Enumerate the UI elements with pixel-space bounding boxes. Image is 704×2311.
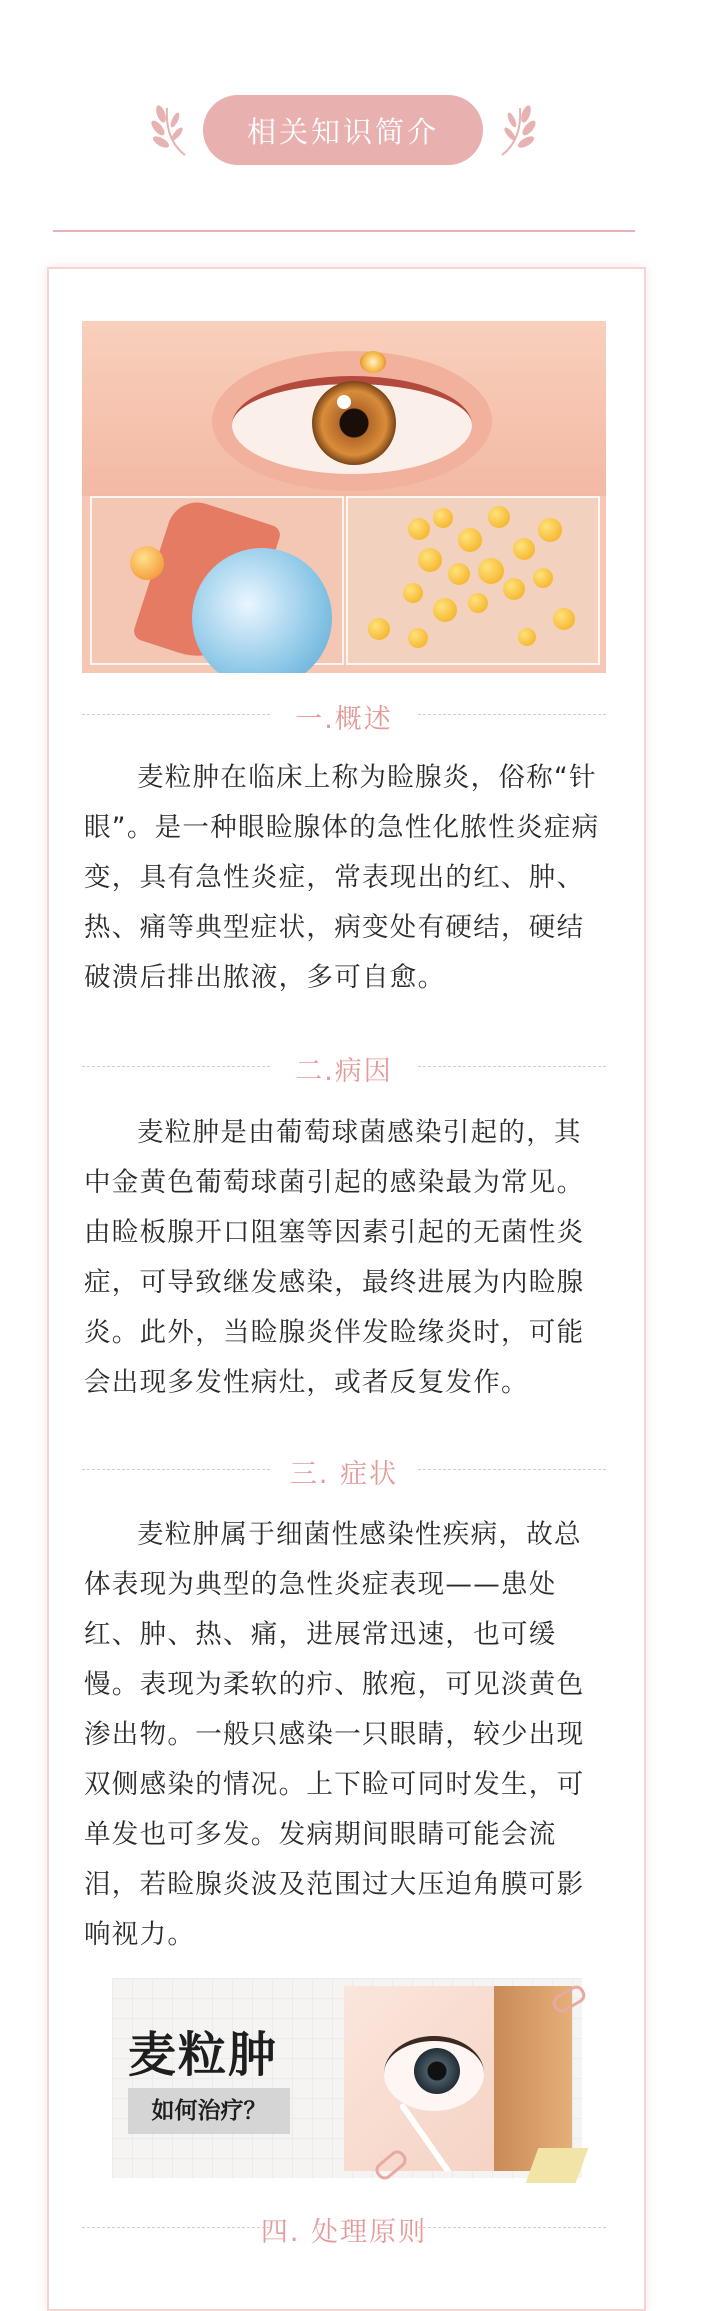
stye-illustration	[82, 321, 606, 673]
section-heading	[82, 695, 606, 735]
section-title: 三. 症状	[289, 1459, 399, 1490]
section-paragraph: 麦粒肿在临床上称为睑腺炎，俗称“针眼”。是一种眼睑腺体的急性化脓性炎症病变，具有急性炎症，常表现出的红、肿、热、痛等典型症状，病变处有硬结，硬结破溃后排出脓液，多可自愈。	[84, 762, 600, 993]
section-title: 一.概述	[295, 704, 393, 735]
laurel-icon	[492, 100, 542, 160]
section-heading	[82, 2208, 606, 2248]
section-header-title: 相关知识简介	[203, 95, 483, 165]
header-divider	[53, 230, 635, 232]
eye-treatment-image	[344, 1986, 572, 2171]
banner-title: 麦粒肿	[128, 2027, 279, 2083]
gland-diagram-panel	[90, 496, 344, 665]
section-paragraph: 麦粒肿是由葡萄球菌感染引起的，其中金黄色葡萄球菌引起的感染最为常见。由睑板腺开口阻塞等因素引起的无菌性炎症，可导致继发感染，最终进展为内睑腺炎。此外，当睑腺炎伴发睑缘炎时，可能会出现多发性病灶，或者反复发作。	[84, 1117, 585, 1398]
section-heading	[82, 1450, 606, 1490]
stye-bump	[360, 351, 386, 373]
cotton-swab	[399, 2102, 456, 2171]
laurel-icon	[145, 100, 195, 160]
banner-subtitle: 如何治疗？	[128, 2088, 290, 2134]
bacteria-panel	[346, 496, 600, 665]
treatment-banner	[112, 1978, 592, 2183]
section-title: 四. 处理原则	[260, 2217, 428, 2248]
section-heading	[82, 1047, 606, 1087]
section-title: 二.病因	[295, 1056, 393, 1087]
section-header	[0, 95, 704, 170]
eye-closeup-image	[82, 321, 606, 496]
section-paragraph: 麦粒肿属于细菌性感染性疾病，故总体表现为典型的急性炎症表现——患处红、肿、热、痛，进展常迅速，也可缓慢。表现为柔软的疖、脓疱，可见淡黄色渗出物。一般只感染一只眼睛，较少出现双侧感染的情况。上下睑可同时发生，可单发也可多发。发病期间眼睛可能会流泪，若睑腺炎波及范围过大压迫角膜可影响视力。	[84, 1519, 585, 1950]
